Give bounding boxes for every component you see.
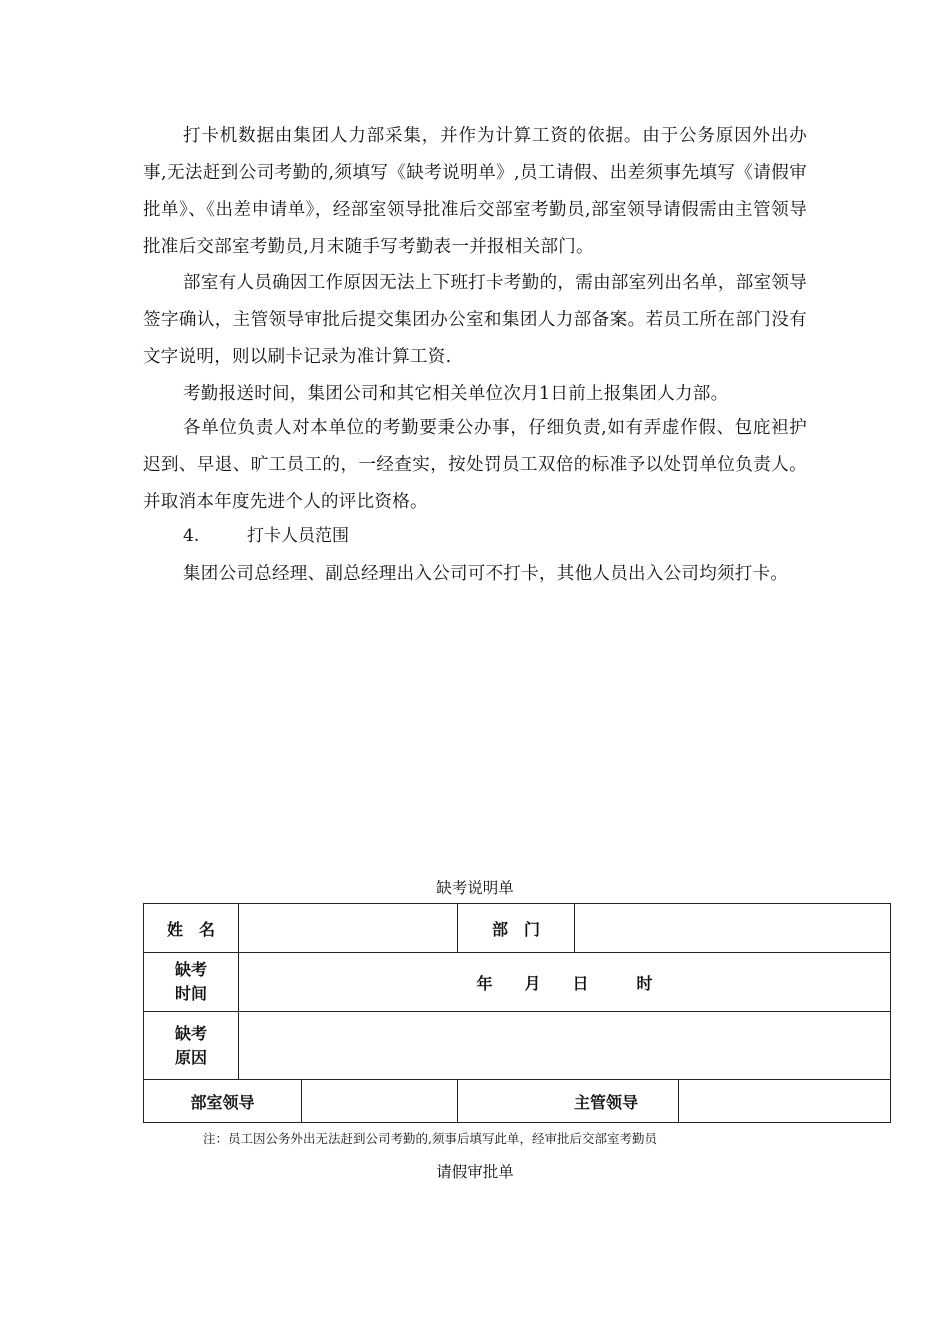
- dept-label: 部 门: [458, 904, 575, 953]
- absence-form-note: 注：员工因公务外出无法赶到公司考勤的,须事后填写此单，经审批后交部室考勤员: [203, 1131, 657, 1146]
- paragraph-no-punch-staff: 部室有人员确因工作原因无法上下班打卡考勤的，需由部室列出名单，部室领导签字确认，主管领导审批后提交集团办公室和集团人力部备案。若员工所在部门没有文字说明，则以刷卡记录为准计算工资.: [143, 273, 807, 367]
- absence-time-label-line2: 时间: [174, 984, 207, 1003]
- absence-reason-label-line1: 缺考: [174, 1023, 207, 1043]
- absence-reason-field[interactable]: [239, 1012, 891, 1080]
- absence-time-label: [144, 953, 239, 1012]
- supervisor-cell: [458, 1080, 891, 1123]
- dept-field[interactable]: [575, 904, 891, 953]
- name-field[interactable]: [239, 904, 458, 953]
- section-heading-punch-scope: [183, 521, 349, 551]
- dept-leader-label: 部室领导: [144, 1080, 302, 1122]
- section-number: 4.: [183, 526, 200, 546]
- absence-reason-label: [144, 1012, 239, 1080]
- absence-reason-label-line2: 原因: [174, 1047, 207, 1067]
- absence-form-title: 缺考说明单: [436, 879, 514, 897]
- section-title: 打卡人员范围: [247, 526, 349, 546]
- absence-form-table: [143, 903, 891, 1123]
- dept-leader-cell: [144, 1080, 458, 1123]
- paragraph-unit-responsibility: 各单位负责人对本单位的考勤要秉公办事，仔细负责,如有弄虚作假、包庇袒护迟到、早退、旷工员工的，一经查实，按处罚员工双倍的标准予以处罚单位负责人。并取消本年度先进个人的评比资格。: [143, 418, 807, 512]
- paragraph-report-time: 考勤报送时间，集团公司和其它相关单位次月1日前上报集团人力部。: [183, 384, 729, 404]
- dept-leader-signature-field[interactable]: [302, 1080, 458, 1122]
- absence-time-label-line1: 缺考: [174, 960, 207, 979]
- name-label: 姓 名: [144, 904, 239, 953]
- paragraph-punch-scope: 集团公司总经理、副总经理出入公司可不打卡，其他人员出入公司均须打卡。: [183, 564, 789, 584]
- absence-time-field[interactable]: 年 月 日 时: [239, 953, 891, 1012]
- leave-form-title: 请假审批单: [436, 1163, 514, 1181]
- supervisor-signature-field[interactable]: [679, 1080, 891, 1122]
- paragraph-punch-data: 打卡机数据由集团人力部采集，并作为计算工资的依据。由于公务原因外出办事,无法赶到公司考勤的,须填写《缺考说明单》,员工请假、出差须事先填写《请假审批单》、《出差申请单》，经部室领导批准后交部室考勤员,部室领导请假需由主管领导批准后交部室考勤员,月末随手写考勤表一并报相关部门。: [143, 126, 807, 257]
- supervisor-label: 主管领导: [534, 1080, 679, 1122]
- supervisor-spacer: [458, 1080, 534, 1122]
